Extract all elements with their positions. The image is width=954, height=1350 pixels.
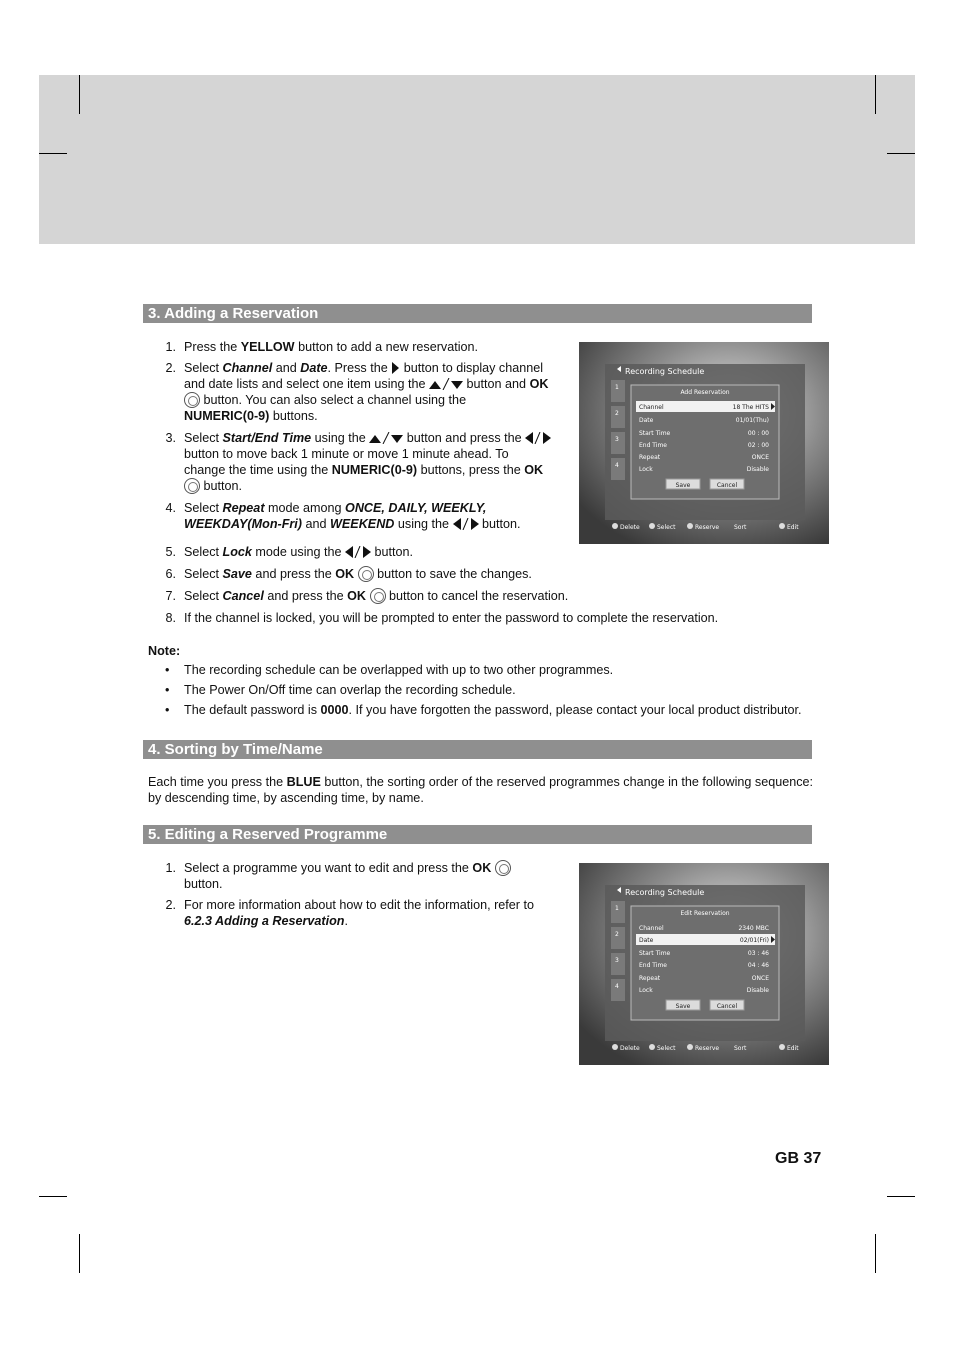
bullet: • (165, 663, 170, 677)
step-number: 1. (165, 340, 176, 354)
svg-text:00 : 00: 00 : 00 (747, 430, 769, 437)
svg-text:2: 2 (615, 410, 619, 417)
ok-button-icon (370, 588, 386, 604)
svg-text:Cancel: Cancel (716, 1003, 738, 1010)
svg-text:01/01(Thu): 01/01(Thu) (735, 417, 769, 424)
crop-mark (887, 1196, 915, 1197)
up-down-arrow-icon (369, 432, 403, 444)
step-8: If the channel is locked, you will be prompted to enter the password to complete the reservation. (184, 611, 719, 625)
step-5: Select Lock mode using the button. (184, 545, 414, 559)
edit-step-2: For more information about how to edit the information, refer to 6.2.3 Adding a Reservation. (184, 898, 534, 928)
svg-text:Disable: Disable (746, 466, 769, 473)
section-title: 3. Adding a Reservation (148, 305, 319, 322)
svg-text:Date: Date (639, 417, 654, 424)
crop-mark (875, 1234, 876, 1273)
svg-text:Date: Date (639, 937, 654, 944)
svg-text:3: 3 (615, 957, 619, 964)
svg-text:Sort: Sort (734, 524, 747, 531)
svg-text:04 : 46: 04 : 46 (747, 962, 769, 969)
svg-text:Delete: Delete (620, 524, 640, 531)
step-6: Select Save and press the OK button to save the changes. (184, 567, 532, 581)
note-item: The Power On/Off time can overlap the recording schedule. (184, 683, 516, 697)
ok-button-icon (358, 566, 374, 582)
svg-text:Edit: Edit (787, 524, 799, 531)
svg-text:2340 MBC: 2340 MBC (738, 925, 769, 932)
step-number: 4. (165, 501, 176, 515)
svg-text:Start Time: Start Time (639, 950, 671, 957)
svg-text:End Time: End Time (639, 442, 667, 449)
section-heading-editing (143, 825, 812, 844)
edit-step-1: Select a programme you want to edit and press the OK button. (184, 860, 564, 892)
left-right-arrow-icon (525, 432, 551, 444)
sorting-paragraph: Each time you press the BLUE button, the sorting order of the reserved programmes change in the following sequence: by descending time, by ascending time, by name. (148, 775, 814, 805)
crop-mark (79, 1234, 80, 1273)
svg-text:18 The HITS: 18 The HITS (732, 404, 769, 411)
screen-header: Recording Schedule (625, 367, 705, 376)
svg-text:Edit Reservation: Edit Reservation (680, 910, 730, 917)
crop-mark (79, 75, 80, 114)
edit-reservation-screenshot (579, 863, 829, 1065)
step-number: 3. (165, 431, 176, 445)
left-right-arrow-icon (345, 546, 371, 558)
svg-text:Save: Save (675, 1003, 691, 1010)
crop-mark (887, 153, 915, 154)
svg-text:02/01(Fri): 02/01(Fri) (739, 937, 769, 944)
crop-mark (875, 75, 876, 114)
svg-text:Select: Select (657, 524, 676, 531)
svg-text:1: 1 (615, 905, 619, 912)
note-item: The default password is 0000. If you have forgotten the password, please contact your local product distributor. (184, 703, 802, 717)
step-2: Select Channel and Date. Press the button to display channel and date lists and select one item using the button and OK button. You can also select a channel using the NUMERIC(0-9) buttons. (184, 361, 549, 423)
section-title: 4. Sorting by Time/Name (148, 741, 323, 758)
svg-text:End Time: End Time (639, 962, 667, 969)
crop-mark (39, 153, 67, 154)
svg-text:Reserve: Reserve (695, 1045, 720, 1052)
svg-text:2: 2 (615, 931, 619, 938)
svg-text:Delete: Delete (620, 1045, 640, 1052)
header-band (39, 75, 915, 244)
step-number: 7. (165, 589, 176, 603)
svg-text:Disable: Disable (746, 987, 769, 994)
step-3: Select Start/End Time using the button and press the button to move back 1 minute or move 1 minute ahead. To change the time using the NUMERIC(0-9) buttons, press the OK button. (184, 430, 564, 494)
up-down-arrow-icon (429, 378, 463, 390)
svg-text:03 : 46: 03 : 46 (747, 950, 769, 957)
step-1: Press the YELLOW button to add a new reservation. (184, 340, 479, 354)
svg-text:Cancel: Cancel (716, 482, 738, 489)
bullet: • (165, 683, 170, 697)
svg-text:3: 3 (615, 436, 619, 443)
svg-text:Lock: Lock (639, 466, 653, 473)
svg-text:Repeat: Repeat (639, 454, 661, 461)
bullet: • (165, 703, 170, 717)
svg-text:Select: Select (657, 1045, 676, 1052)
svg-text:Repeat: Repeat (639, 975, 661, 982)
svg-text:Add Reservation: Add Reservation (680, 389, 730, 396)
svg-text:4: 4 (615, 983, 619, 990)
svg-text:02 : 00: 02 : 00 (747, 442, 769, 449)
note-item: The recording schedule can be overlapped with up to two other programmes. (184, 663, 614, 677)
step-number: 6. (165, 567, 176, 581)
svg-text:Edit: Edit (787, 1045, 799, 1052)
section-title: 5. Editing a Reserved Programme (148, 826, 388, 843)
step-number: 2. (165, 898, 176, 912)
ok-button-icon (184, 478, 200, 494)
svg-text:Save: Save (675, 482, 691, 489)
section-heading-sorting (143, 740, 812, 759)
step-number: 8. (165, 611, 176, 625)
svg-text:Start Time: Start Time (639, 430, 671, 437)
svg-text:1: 1 (615, 384, 619, 391)
svg-text:ONCE: ONCE (751, 454, 769, 461)
section-heading-adding (143, 304, 812, 323)
note-label: Note: (148, 644, 181, 658)
svg-text:ONCE: ONCE (751, 975, 769, 982)
crop-mark (39, 1196, 67, 1197)
svg-text:4: 4 (615, 462, 619, 469)
right-arrow-icon (391, 362, 400, 374)
step-number: 2. (165, 361, 176, 375)
ok-button-icon (184, 392, 200, 408)
page-number: GB 37 (775, 1150, 822, 1167)
svg-text:Sort: Sort (734, 1045, 747, 1052)
screen-header: Recording Schedule (625, 888, 705, 897)
svg-text:Channel: Channel (639, 404, 664, 411)
left-right-arrow-icon (453, 518, 479, 530)
step-4: Select Repeat mode among ONCE, DAILY, WEEKLY, WEEKDAY(Mon-Fri) and WEEKEND using the button. (184, 501, 521, 531)
step-number: 5. (165, 545, 176, 559)
svg-text:Channel: Channel (639, 925, 664, 932)
svg-text:Lock: Lock (639, 987, 653, 994)
ok-button-icon (495, 860, 511, 876)
step-number: 1. (165, 861, 176, 875)
add-reservation-screenshot (579, 342, 829, 544)
step-7: Select Cancel and press the OK button to cancel the reservation. (184, 589, 569, 603)
svg-text:Reserve: Reserve (695, 524, 720, 531)
